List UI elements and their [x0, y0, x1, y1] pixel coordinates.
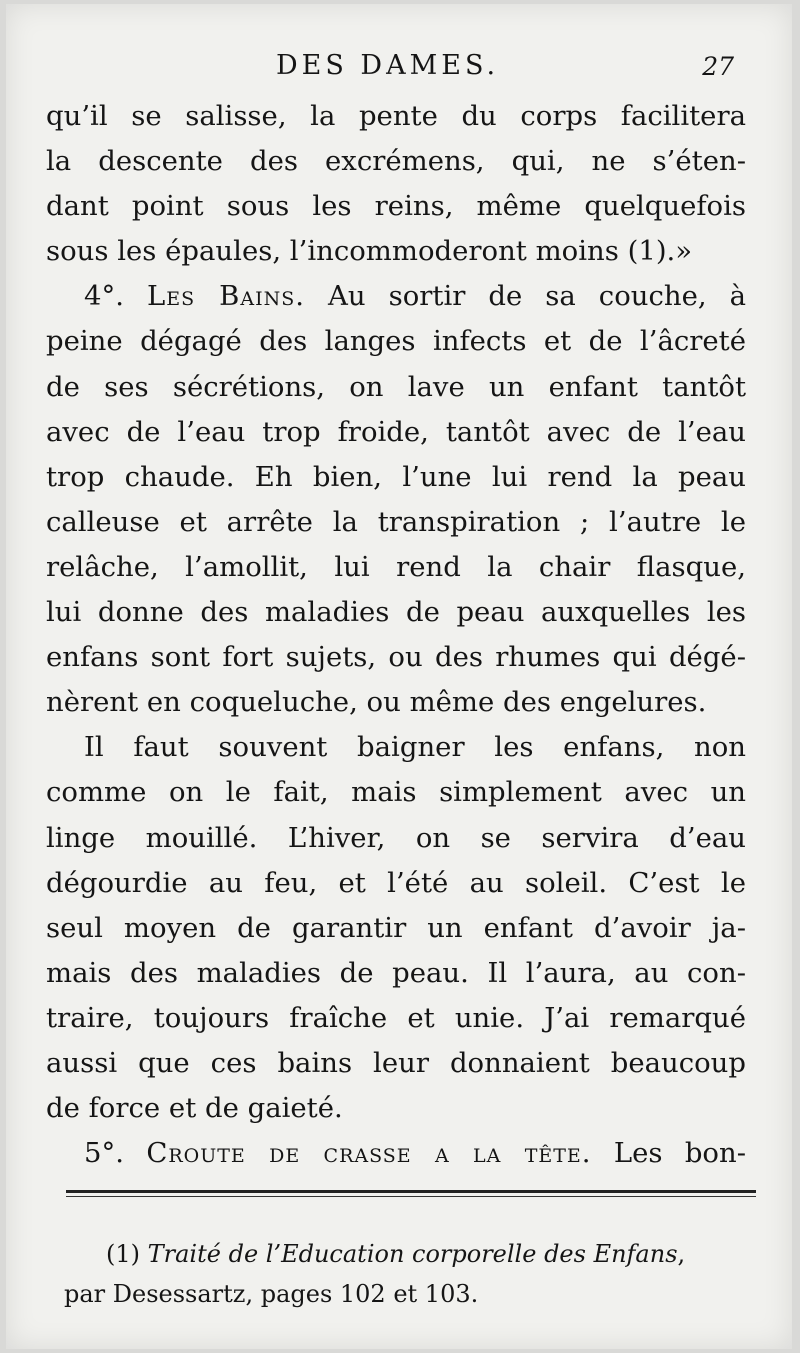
- text-line: sous les épaules, l’incommoderont moins (1).»: [46, 235, 693, 268]
- text-line: mais des maladies de peau. Il l’aura, au con-: [46, 956, 746, 989]
- page-header: [6, 50, 792, 90]
- section-heading-croute: Croute de crasse a la tête.: [146, 1137, 592, 1170]
- text-line: avec de l’eau trop froide, tantôt avec de l’eau: [46, 415, 746, 448]
- footnote-title: Traité de l’Education corporelle des Enfans: [147, 1240, 678, 1268]
- footnote-line-2: par Desessartz, pages 102 et 103.: [64, 1280, 479, 1308]
- text-span: Au sortir de sa couche, à: [328, 280, 746, 313]
- text-line: relâche, l’amollit, lui rend la chair flasque,: [46, 550, 746, 583]
- text-span: Les bon-: [613, 1137, 746, 1170]
- text-line: linge mouillé. L’hiver, on se servira d’eau: [46, 821, 746, 854]
- text-line: aussi que ces bains leur donnaient beaucoup: [46, 1046, 746, 1079]
- book-page: [6, 4, 792, 1349]
- text-line: enfans sont fort sujets, ou des rhumes qui dégé-: [46, 641, 746, 674]
- text-line: de force et de gaieté.: [46, 1092, 343, 1125]
- text-line: seul moyen de garantir un enfant d’avoir ja-: [46, 911, 746, 944]
- text-line: la descente des excrémens, qui, ne s’éten-: [46, 145, 746, 178]
- text-line: peine dégagé des langes infects et de l’âcreté: [46, 325, 746, 358]
- running-head: DES DAMES.: [276, 50, 500, 81]
- page-number: 27: [702, 52, 734, 81]
- paragraph-number: 4°.: [84, 280, 124, 313]
- text-line: qu’il se salisse, la pente du corps facilitera: [46, 100, 746, 132]
- text-line: traire, toujours fraîche et unie. J’ai remarqué: [46, 1001, 746, 1034]
- text-line: comme on le fait, mais simplement avec un: [46, 776, 746, 809]
- footnote-comma: ,: [677, 1240, 686, 1268]
- text-line: de ses sécrétions, on lave un enfant tantôt: [46, 370, 746, 403]
- section-heading-bains: Les Bains.: [147, 280, 305, 313]
- text-line: trop chaude. Eh bien, l’une lui rend la peau: [46, 460, 746, 493]
- text-line: dégourdie au feu, et l’été au soleil. C’est le: [46, 866, 746, 899]
- footnote: [64, 1234, 754, 1314]
- body-text: [46, 94, 746, 1176]
- text-line: Il faut souvent baigner les enfans, non: [84, 731, 746, 764]
- text-line: dant point sous les reins, même quelquefois: [46, 190, 746, 223]
- footnote-line-1: [64, 1234, 754, 1274]
- text-line: calleuse et arrête la transpiration ; l’autre le: [46, 505, 746, 538]
- paragraph-number: 5°.: [84, 1137, 124, 1170]
- footnote-rule: [66, 1190, 756, 1197]
- footnote-marker: (1): [106, 1240, 140, 1268]
- paragraph-5-first-line: [46, 1131, 746, 1176]
- text-line: lui donne des maladies de peau auxquelles les: [46, 596, 746, 629]
- paragraph-4-first-line: [46, 274, 746, 319]
- text-line: nèrent en coqueluche, ou même des engelures.: [46, 686, 707, 719]
